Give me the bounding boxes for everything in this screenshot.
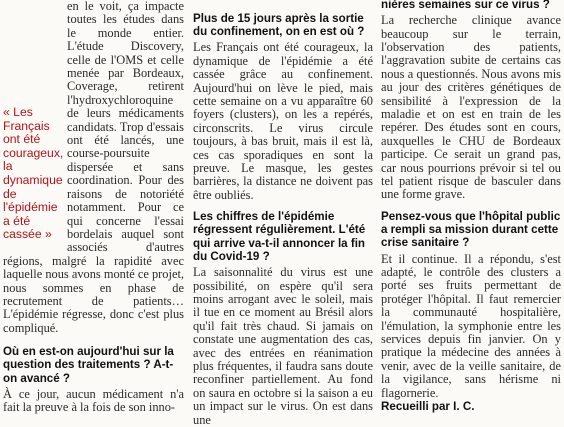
paragraph: Et il continue. Il a répondu, s'est adapté, le contrôle des clusters a porté ses fruits permettant de protéger l'hôpital. Il faut remercier la communauté hospitalière, l'émulation, la symphonie entre les services depuis fin janvier. On y pratique la médecine des années à venir, avec de la veille sanitaire, de la vigilance, sans hérisme ni flagornerie. [381,251,561,400]
article-body-wrap [3,0,184,335]
paragraph: La recherche clinique avance beaucoup sur le terrain, l'observation des patients, l'aggravation subite de certains cas nous a questionnés. Nous avons mis au jour des critères génétiques de sensibilité à l'expression de la maladie et on est en train de les repérer. Des études sont en cours, auxquelles le CHU de Bordeaux participe. Ce serait un grand pas, car nous pourrions prévoir si tel ou tel patient risque de basculer dans une forme grave. [381,13,561,202]
paragraph: La saisonnalité du virus est une possibilité, on espère qu'il sera moins arrogant avec le soleil, mais il tue en ce moment au Brésil alors qu'il fait très chaud. Si jamais on constate une augmentation des cas, avec des entrées en réanimation plus fréquentes, il faudra sans doute reconfiner partiellement. Au fond on saura en octobre si la saison a eu un impact sur le virus. On est dans une [193,265,373,427]
paragraph: Les Français ont été courageux, la dynamique de l'épidémie a été cassée grâce au confinement. Aujourd'hui on lève le pied, mais cette semaine on a vu apparaître 60 foyers (clusters), on les a repérés, circonscrits. Le virus circule toujours, à bas bruit, mais il est là, ces cas sporadiques en sont la preuve. Le masque, les gestes barrières, la distance ne doivent pas être oubliés. [193,40,373,202]
question: Où en est-on aujourd'hui sur la question des traitements ? A-t-on avancé ? [3,345,174,385]
question: Les chiffres de l'épidémie régressent régulièrement. L'été qui arrive va-t-il annoncer la fin du Covid-19 ? [193,210,366,263]
paragraph: en le voit, ça impacte toutes les études dans le monde entier. L'étude Discovery, celle de l'OMS et celle menée par Bordeaux, Coverage, retirent l'hydroxychloroquine de leurs médicaments candidats. Trop d'essais ont été lancés, une course-poursuite dispersée et sans coordination. Pour des raisons de notoriété notamment. Pour ce qui concerne l'essai bordelais auquel sont associés d'autres régions, malgré la rapidité avec laquelle nous avons monté ce projet, nous sommes en phase de recrutement de patients… L'épidémie régresse, donc c'est plus compliqué. [3,0,184,335]
paragraph: À ce jour, aucun médicament n'a fait la preuve à la fois de son inno- [3,386,184,415]
signature: Recueilli par I. C. [381,399,475,413]
column-2 [193,12,373,427]
pull-quote: « Les Français ont été courageux, la dynamique de l'épidémie a été cassée » [3,105,64,242]
column-1 [3,0,184,415]
column-3 [381,0,561,413]
question: Plus de 15 jours après la sortie du confinement, on en est où ? [193,12,365,39]
question-continued: nières semaines sur ce virus ? [381,0,550,11]
question: Pensez-vous que l'hôpital public a rempli sa mission durant cette crise sanitaire ? [381,209,561,250]
